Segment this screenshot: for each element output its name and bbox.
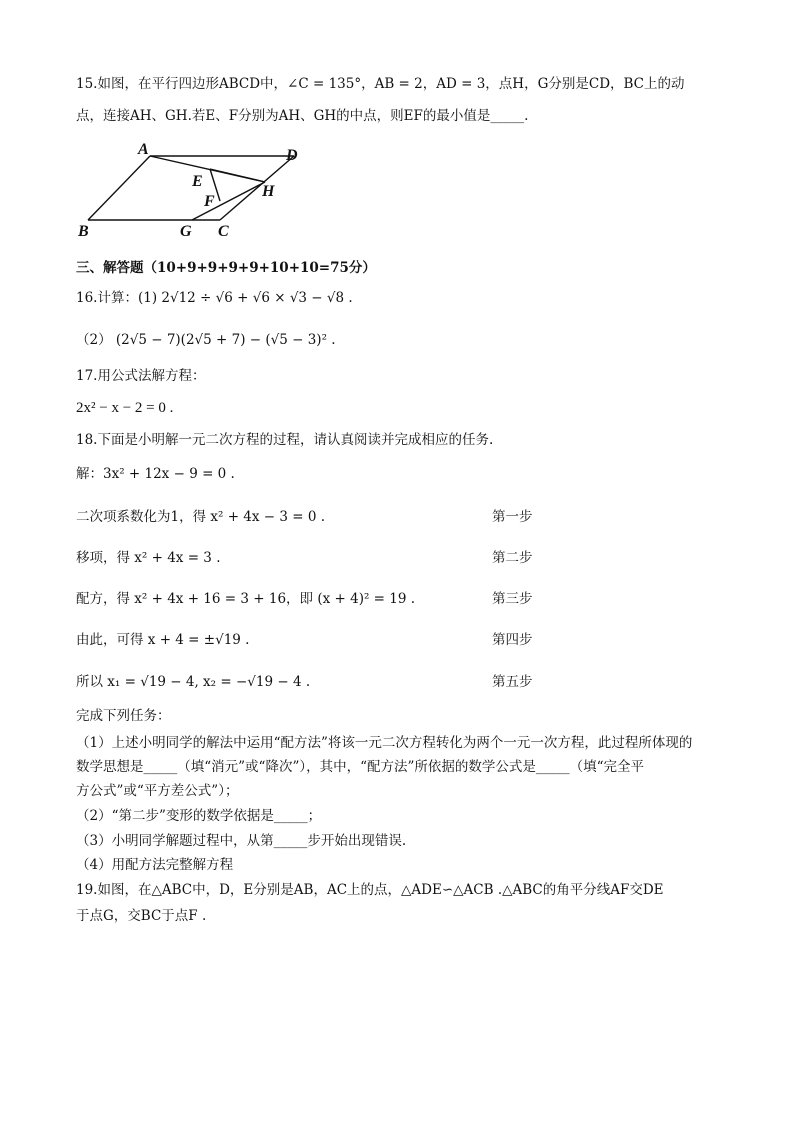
q19-line2: 于点G，交BC于点F . (76, 908, 207, 924)
q16-part2: （2） (2√5 − 7)(2√5 + 7) − (√5 − 3)² . (76, 332, 336, 348)
q18-intro: 18.下面是小明解一元二次方程的过程，请认真阅读并完成相应的任务. (76, 432, 494, 448)
q18-step4-text: 由此，可得 x + 4 = ±√19 . (76, 632, 250, 648)
q18-step2-label: 第二步 (492, 550, 533, 566)
q18-task1-line3: 方公式”或“平方差公式”）； (76, 783, 239, 799)
label-D: D (286, 147, 298, 164)
q18-task1-line2: 数学思想是_____（填“消元”或“降次”），其中，“配方法”所依据的数学公式是_____（填“完全平 (76, 759, 645, 775)
q18-step3-text: 配方，得 x² + 4x + 16 = 3 + 16，即 (x + 4)² = 19 . (76, 591, 416, 607)
q19-line1: 19.如图，在△ABC中，D，E分别是AB，AC上的点，△ADE∽△ACB .△ABC的角平分线AF交DE (76, 882, 664, 898)
q18-step3-label: 第三步 (492, 591, 533, 607)
q18-task1-line1: （1）上述小明同学的解法中运用“配方法”将该一元二次方程转化为两个一元一次方程，此过程所体现的 (76, 735, 693, 751)
q18-step5-text: 所以 x₁ = √19 − 4, x₂ = −√19 − 4 . (76, 674, 311, 690)
label-F: F (204, 193, 215, 210)
q18-task4: （4）用配方法完整解方程 (76, 857, 234, 873)
q15-text-line2: 点，连接AH、GH.若E、F分别为AH、GH的中点，则EF的最小值是_____. (76, 108, 529, 124)
q18-tasks-title: 完成下列任务： (76, 708, 171, 724)
label-G: G (180, 223, 192, 240)
q18-step2-text: 移项，得 x² + 4x = 3 . (76, 550, 221, 566)
q18-task3: （3）小明同学解题过程中，从第_____步开始出现错误. (76, 833, 407, 849)
q16-part1: 16.计算：(1) 2√12 ÷ √6 + √6 × √3 − √8 . (76, 290, 353, 306)
label-H: H (262, 183, 275, 200)
label-B: B (78, 223, 89, 240)
q18-step1-text: 二次项系数化为1，得 x² + 4x − 3 = 0 . (76, 509, 326, 525)
q18-step5-label: 第五步 (492, 674, 533, 690)
label-A: A (138, 141, 149, 158)
q18-task2: （2）“第二步”变形的数学依据是_____； (76, 808, 322, 824)
q17-title: 17.用公式法解方程： (76, 368, 206, 384)
q18-solve: 解：3x² + 12x − 9 = 0 . (76, 466, 235, 482)
q17-equation: 2x² − x − 2 = 0 . (76, 400, 174, 416)
section-3-title: 三、解答题（10+9+9+9+9+10+10=75分） (76, 260, 376, 276)
label-C: C (218, 223, 229, 240)
segment-HG (192, 182, 265, 220)
edge-DC (220, 156, 294, 220)
segment-EH (210, 169, 265, 182)
parallelogram-figure (70, 138, 320, 243)
q18-step4-label: 第四步 (492, 632, 533, 648)
q18-step1-label: 第一步 (492, 509, 533, 525)
edge-BA (88, 156, 150, 220)
q15-text-line1: 15.如图，在平行四边形ABCD中，∠C = 135°，AB = 2，AD = 3，点H，G分别是CD，BC上的动 (76, 76, 685, 92)
label-E: E (192, 173, 203, 190)
